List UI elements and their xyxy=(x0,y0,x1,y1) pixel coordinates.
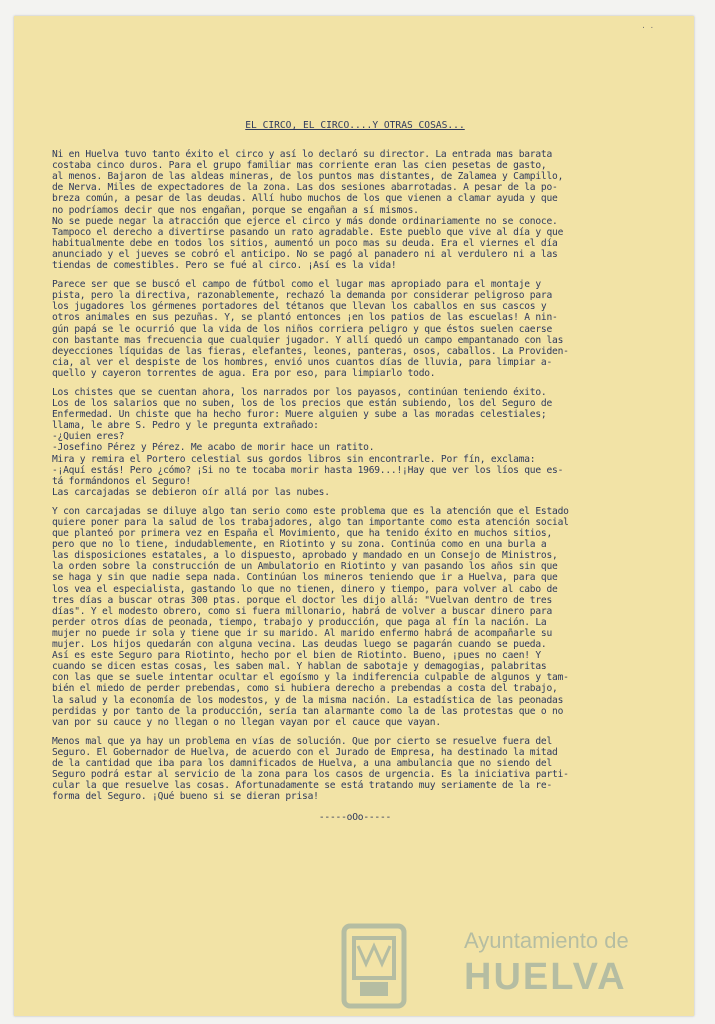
text-line: Los chistes que se cuentan ahora, los narrados por los payasos, continúan teniendo éxito. xyxy=(52,386,547,398)
text-line: tiendas de comestibles. Pero se fué al circo. ¡Así es la vida! xyxy=(52,260,397,272)
corner-mark: · · xyxy=(641,24,654,32)
paper-sheet xyxy=(14,16,694,1016)
text-line: Seguro. El Gobernador de Huelva, de acuerdo con el Jurado de Empresa, ha destinado la mitad xyxy=(52,746,558,758)
text-line: pero que no lo tiene, indudablemente, en Riotinto y su zona. Continúa como en una burla a xyxy=(52,539,547,551)
text-line: van por su cauce y no llegan o no llegan vayan por el cauce que vayan. xyxy=(52,716,441,728)
text-line: -¡Aquí estás! Pero ¿cómo? ¡Si no te tocaba morir hasta 1969...!¡Hay que ver los líos que es- xyxy=(52,464,564,476)
text-line: los jugadores los gérmenes portadores del tétanos que llevan los caballos en sus cascos y xyxy=(52,301,547,313)
text-line: días". Y el modesto obrero, como si fuera millonario, habrá de volver a buscar dinero para xyxy=(52,605,553,617)
watermark-line2: HUELVA xyxy=(464,956,627,998)
paragraph xyxy=(52,149,658,271)
text-line: habitualmente debe en todos los sitios, aumentó un poco mas su deuda. Era el viernes el día xyxy=(52,237,558,249)
text-line: se haga y sin que nadie sepa nada. Continúan los mineros teniendo que ir a Huelva, para que xyxy=(52,572,558,584)
text-line: cia, al ver el despiste de los hombres, envió unos cuantos días de lluvia, para limpiar a- xyxy=(52,356,553,368)
text-line: Seguro podrá estar al servicio de la zona para los casos de urgencia. Es la iniciativa parti- xyxy=(52,769,569,781)
text-line: que planteó por primera vez en España el Movimiento, que ha tenido éxito en muchos sitios, xyxy=(52,528,553,540)
text-line: con las que se suele intentar ocultar el egoísmo y la indiferencia culpable de algunos y tam- xyxy=(52,672,569,684)
text-line: anunciado y el jueves se cobró el anticipo. No se pagó al panadero ni al verdulero ni a las xyxy=(52,248,558,260)
text-line: gún papá se le ocurrió que la vida de los niños corriera peligro y que éstos suelen caerse xyxy=(52,323,553,335)
text-line: deyecciones líquidas de las fieras, elefantes, leones, panteras, osos, caballos. La Providen- xyxy=(52,345,569,357)
text-line: forma del Seguro. ¡Qué bueno si se dieran prisa! xyxy=(52,791,319,803)
text-line: Los de los salarios que no suben, los de los precios que están subiendo, los del Seguro de xyxy=(52,398,553,410)
text-line: Y con carcajadas se diluye algo tan serio como este problema que es la atención que el Estado xyxy=(52,505,569,517)
text-line: la salud y la economía de los modestos, y de la misma nación. La estadística de las peonadas xyxy=(52,694,564,706)
text-line: los vea el especialista, gastando lo que no tienen, dinero y tiempo, para volver al cabo de xyxy=(52,583,558,595)
text-line: tres días a buscar otras 300 ptas. porque el doctor les dijo allá: "Vuelvan dentro de tres xyxy=(52,594,553,606)
paragraph xyxy=(52,506,658,728)
text-line: pista, pero la directiva, razonablemente, rechazó la demanda por considerar peligroso para xyxy=(52,290,553,302)
text-line: perdidas y por tanto de la producción, sería tan alarmante como la de las protestas que o no xyxy=(52,705,564,717)
closing-mark: -----oOo----- xyxy=(318,812,392,824)
paragraph xyxy=(52,387,658,498)
text-line: Tampoco el derecho a divertirse pasando un rato agradable. Este pueblo que vive al día y que xyxy=(52,226,564,238)
text-line: bién el miedo de perder prebendas, como si hubiera derecho a prebendas a costa del trabajo, xyxy=(52,683,558,695)
document-body xyxy=(52,120,658,823)
text-line: llama, le abre S. Pedro y le pregunta extrañado: xyxy=(52,420,319,432)
text-line: Así es este Seguro para Riotinto, hecho por el bien de Riotinto. Bueno, ¡pues no caen! Y xyxy=(52,650,541,662)
text-line: cuando se dicen estas cosas, les saben mal. Y hablan de sabotaje y demagogias, palabritas xyxy=(52,661,547,673)
text-line: tá formándonos el Seguro! xyxy=(52,475,191,487)
text-line: otros animales en sus pezuñas. Y, se plantó entonces ¡en los patios de las escuelas! A nin- xyxy=(52,312,558,324)
paragraphs xyxy=(52,149,658,802)
text-line: quello y cayeron torrentes de agua. Era por eso, para limpiarlo todo. xyxy=(52,367,436,379)
text-line: Enfermedad. Un chiste que ha hecho furor: Muere alguien y sube a las moradas celestiales; xyxy=(52,409,547,421)
document-title: EL CIRCO, EL CIRCO....Y OTRAS COSAS... xyxy=(245,120,465,131)
text-line: al menos. Bajaron de las aldeas mineras, de los puntos mas distantes, de Zalamea y Campillo, xyxy=(52,171,564,183)
text-line: las disposiciones estatales, a lo dispuesto, aprobado y mandado en un Consejo de Ministros, xyxy=(52,550,558,562)
text-line: -¿Quien eres? xyxy=(52,431,125,443)
text-line: perder otros días de peonada, tiempo, trabajo y producción, que paga al fín la nación. La xyxy=(52,616,547,628)
text-line: Las carcajadas se debieron oír allá por las nubes. xyxy=(52,486,330,498)
text-line: mujer. Los hijos quedarán con alguna vecina. Las deudas luego se pagarán cuando se pueda. xyxy=(52,639,547,651)
text-line: Parece ser que se buscó el campo de fútbol como el lugar mas apropiado para el montaje y xyxy=(52,279,541,291)
text-line: mujer no puede ir sola y tiene que ir su marido. Al marido enfermo habrá de acompañarle su xyxy=(52,627,553,639)
text-line: No se puede negar la atracción que ejerce el circo y más donde ordinariamente no se conoce. xyxy=(52,215,558,227)
text-line: Ni en Huelva tuvo tanto éxito el circo y así lo declaró su director. La entrada mas barata xyxy=(52,149,553,161)
text-line: quiere poner para la salud de los trabajadores, algo tan importante como esta atención social xyxy=(52,517,569,528)
city-seal-icon xyxy=(314,916,434,1016)
text-line: -Josefino Pérez y Pérez. Me acabo de morir hace un ratito. xyxy=(52,442,375,454)
text-line: de la cantidad que iba para los damnificados de Huelva, a una ambulancia que no siendo del xyxy=(52,757,553,769)
text-line: costaba cinco duros. Para el grupo familiar mas corriente eran las cien pesetas de gasto, xyxy=(52,160,547,172)
text-line: no podríamos decir que nos engañan, porque se engañan a sí mismos. xyxy=(52,204,419,216)
paragraph xyxy=(52,736,658,803)
text-line: Mira y remira el Portero celestial sus gordos libros sin encontrarle. Por fín, exclama: xyxy=(52,453,536,465)
paragraph xyxy=(52,279,658,379)
watermark-line1: Ayuntamiento de xyxy=(464,928,629,953)
text-line: Menos mal que ya hay un problema en vías de solución. Que por cierto se resuelve fuera del xyxy=(52,735,553,747)
text-line: breza común, a pesar de las deudas. Allí hubo muchos de los que vienen a clamar ayuda y que xyxy=(52,193,558,205)
text-line: de Nerva. Miles de expectadores de la zona. Las dos sesiones abarrotadas. A pesar de la po- xyxy=(52,182,558,194)
text-line: la orden sobre la construcción de un Ambulatorio en Riotinto y van pasando los años sin que xyxy=(52,561,558,573)
watermark xyxy=(314,916,694,1016)
text-line: cular la que resuelve las cosas. Afortunadamente se está tratando muy seriamente de la re- xyxy=(52,780,553,792)
text-line: con bastante mas frecuencia que cualquier jugador. Y allí quedó un campo empantanado con las xyxy=(52,334,564,346)
